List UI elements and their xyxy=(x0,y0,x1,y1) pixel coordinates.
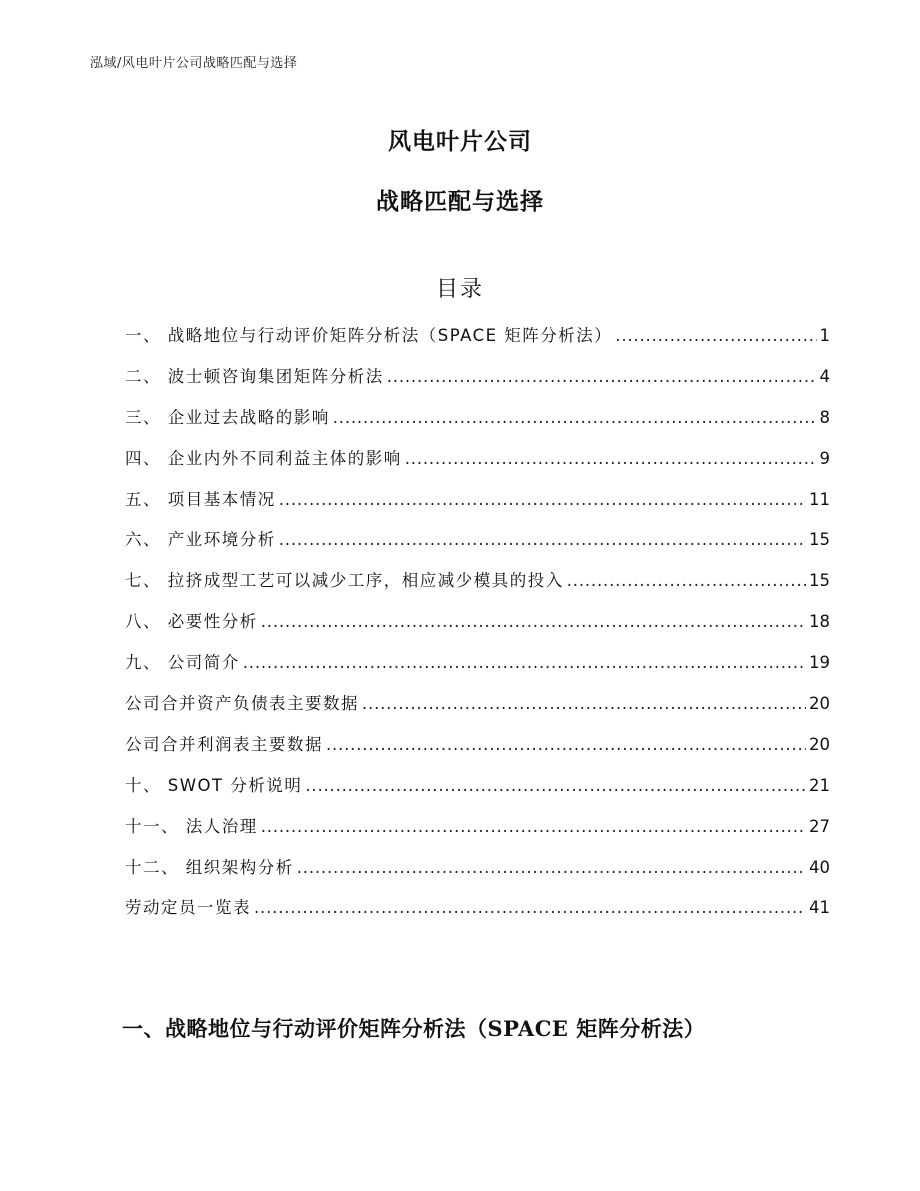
toc-entry-label: 十一、 法人治理 xyxy=(125,816,258,836)
toc-entry[interactable] xyxy=(125,322,830,363)
toc-entry-page: 9 xyxy=(819,448,830,468)
toc-entry-page: 41 xyxy=(809,898,830,918)
toc-entry-label: 九、 公司简介 xyxy=(125,653,240,673)
toc-entry-label: 二、 波士顿咨询集团矩阵分析法 xyxy=(125,366,384,386)
toc-entry[interactable] xyxy=(125,690,830,731)
toc-leader-dots xyxy=(305,776,806,795)
toc-entry-label: 一、 战略地位与行动评价矩阵分析法（SPACE 矩阵分析法） xyxy=(125,326,613,345)
toc-entry-page: 15 xyxy=(809,530,830,550)
toc-entry[interactable] xyxy=(125,608,830,649)
document-subtitle: 战略匹配与选择 xyxy=(376,189,544,215)
toc-entry[interactable] xyxy=(125,894,830,935)
toc-leader-dots xyxy=(333,408,817,427)
toc-entry-page: 27 xyxy=(809,816,830,836)
toc-leader-dots xyxy=(615,326,816,345)
toc-entry-page: 18 xyxy=(809,612,830,632)
running-header: 泓域/风电叶片公司战略匹配与选择 xyxy=(90,56,298,71)
toc-entry-label: 公司合并资产负债表主要数据 xyxy=(125,694,359,714)
toc-leader-dots xyxy=(261,817,806,836)
toc-entry[interactable] xyxy=(125,445,830,486)
toc-leader-dots xyxy=(567,571,806,590)
toc-entry-label: 劳动定员一览表 xyxy=(125,898,251,918)
toc-entry-page: 20 xyxy=(809,694,830,714)
toc-entry-page: 11 xyxy=(809,489,830,509)
toc-entry-label: 三、 企业过去战略的影响 xyxy=(125,407,330,427)
toc-entry-page: 20 xyxy=(809,734,830,754)
toc-entry-page: 21 xyxy=(809,775,830,795)
toc-heading: 目录 xyxy=(435,277,484,302)
toc-entry-page: 15 xyxy=(809,571,830,591)
toc-entry[interactable] xyxy=(125,526,830,567)
toc-entry[interactable] xyxy=(125,854,830,895)
toc-entry[interactable] xyxy=(125,486,830,527)
toc-entry-label: 公司合并利润表主要数据 xyxy=(125,734,323,754)
toc-entry[interactable] xyxy=(125,649,830,690)
toc-leader-dots xyxy=(387,367,817,386)
toc-entry[interactable] xyxy=(125,731,830,772)
toc-entry[interactable] xyxy=(125,772,830,813)
toc-entry-page: 4 xyxy=(819,366,830,386)
toc-leader-dots xyxy=(326,735,806,754)
toc-leader-dots xyxy=(243,653,806,672)
toc-leader-dots xyxy=(279,530,806,549)
toc-leader-dots xyxy=(279,490,806,509)
toc-entry-label: 五、 项目基本情况 xyxy=(125,489,276,509)
toc-entry-label: 四、 企业内外不同利益主体的影响 xyxy=(125,448,402,468)
toc-leader-dots xyxy=(261,612,806,631)
toc-entry-label: 十二、 组织架构分析 xyxy=(125,857,294,877)
section-heading: 一、战略地位与行动评价矩阵分析法（SPACE 矩阵分析法） xyxy=(122,1016,706,1041)
table-of-contents xyxy=(125,322,830,935)
toc-entry-label: 六、 产业环境分析 xyxy=(125,530,276,550)
toc-entry-page: 1 xyxy=(819,326,830,345)
toc-leader-dots xyxy=(405,449,817,468)
toc-entry[interactable] xyxy=(125,363,830,404)
toc-entry-page: 40 xyxy=(809,857,830,877)
toc-entry[interactable] xyxy=(125,567,830,608)
toc-leader-dots xyxy=(297,858,806,877)
toc-leader-dots xyxy=(362,694,806,713)
toc-entry[interactable] xyxy=(125,813,830,854)
toc-entry-page: 19 xyxy=(809,653,830,673)
toc-entry-page: 8 xyxy=(819,407,830,427)
toc-leader-dots xyxy=(254,898,806,917)
toc-entry-label: 十、 SWOT 分析说明 xyxy=(125,775,303,795)
toc-entry-label: 八、 必要性分析 xyxy=(125,612,258,632)
toc-entry-label: 七、 拉挤成型工艺可以减少工序，相应减少模具的投入 xyxy=(125,571,564,591)
toc-entry[interactable] xyxy=(125,404,830,445)
document-title: 风电叶片公司 xyxy=(388,129,532,155)
